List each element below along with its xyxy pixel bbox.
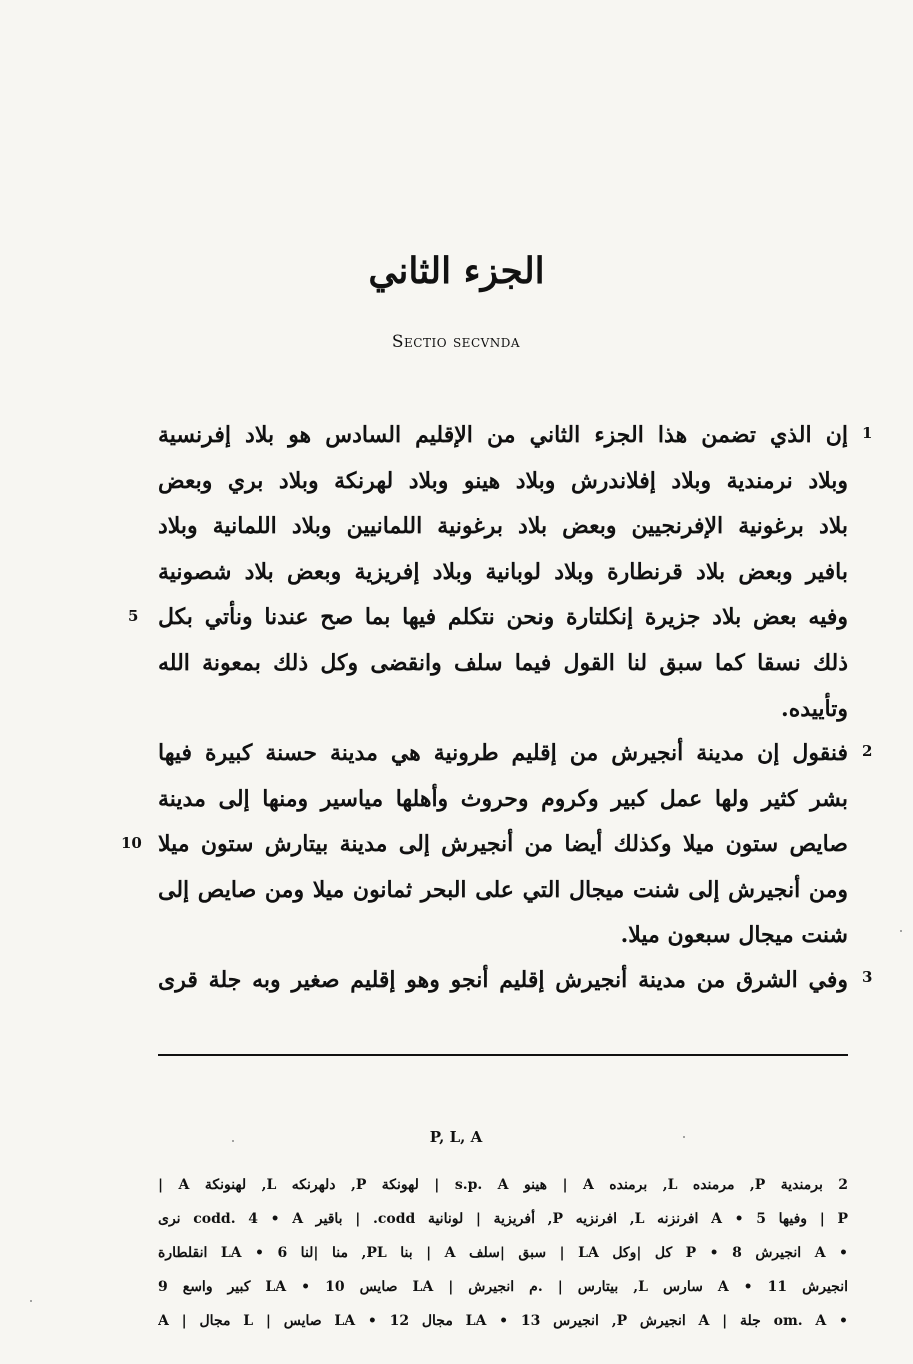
critical-apparatus [158,1168,848,1338]
paragraph-number: 3 [862,968,873,986]
print-speck [683,1136,685,1138]
print-speck [232,1140,234,1142]
paragraph-number: 2 [862,742,873,760]
text-line: وفيه بعض بلاد جزيرة إنكلتارة ونحن نتكلم فيها بما صح عندنا ونأتي بكل [158,604,848,631]
footnote-divider [158,1054,848,1056]
apparatus-line: 2 برمندية P, مرمنده L, برمنده A | هينو s.p. A | لهونكة P, دلهرنكه L, لهنونكة A | [158,1177,848,1193]
text-line: إن الذي تضمن هذا الجزء الثاني من الإقليم السادس هو بلاد إفرنسية [158,422,848,448]
text-line: شنت ميجال سبعون ميلا. [620,922,848,949]
paragraph-3 [158,958,848,1004]
apparatus-line: P | وفيها 5 • A افرنزنه L, افرنزيه P, أفريزية | لونانية codd. | باقير codd. 4 • A نرى [158,1211,848,1227]
text-line: وبلاد نرمندية وبلاد إفلاندرش وبلاد هينو وبلاد لهرنكة وبلاد بري وبعض [158,467,848,494]
paragraph-number: 1 [862,424,873,442]
text-line: ذلك نسقا كما سبق لنا القول فيما سلف وانقضى وكل ذلك بمعونة الله [158,649,848,676]
section-subtitle-latin: Sectio secvnda [391,332,521,352]
text-line: فنقول إن مدينة أنجيرش من إقليم طرونية هي مدينة حسنة كبيرة فيها [158,740,848,766]
apparatus-line: • A انجيرش 8 • P كل |وكل LA | سبق |سلف A | بنا PL, منا |لنا 6 • LA انقلطارة [158,1245,848,1261]
print-speck [30,1300,32,1302]
line-number: 10 [121,834,142,852]
text-line: بلاد برغونية الإفرنجيين وبعض بلاد برغونية اللمانيين وبلاد اللمانية وبلاد [158,513,848,540]
text-line: بافير وبعض بلاد قرنطارة وبلاد لوبانية وبلاد إفريزية وبعض بلاد شصونية [158,558,848,585]
section-title-arabic: الجزء الثاني [368,250,545,292]
text-line: بشر كثير ولها عمل كبير وكروم وحروث وأهلها مياسير ومنها إلى مدينة [158,785,848,812]
manuscript-sigla: P, L, A [429,1128,483,1146]
paragraph-2 [158,731,848,959]
paragraph-1 [158,413,848,732]
apparatus-line: • om. A جلة | A انجيرش P, انجيرس 13 • LA مجال 12 • LA صايس | L مجال | A [158,1313,848,1329]
text-line: وتأييده. [781,695,848,722]
text-line: ومن أنجيرش إلى شنت ميجال التي على البحر ثمانون ميلا ومن صايص إلى [158,876,848,903]
text-line: صايص ستون ميلا وكذلك أيضا من أنجيرش إلى مدينة بيتارش ستون ميلا [158,831,848,858]
line-number: 5 [128,607,139,625]
text-line: وفي الشرق من مدينة أنجيرش إقليم أنجو وهو إقليم صغير وبه جلة قرى [158,967,848,993]
print-speck [900,930,902,932]
apparatus-line: انجيرش 11 • A سارس L, بيتارس | .م انجيرش | LA صايس 10 • LA كبير واسع 9 [158,1279,848,1295]
